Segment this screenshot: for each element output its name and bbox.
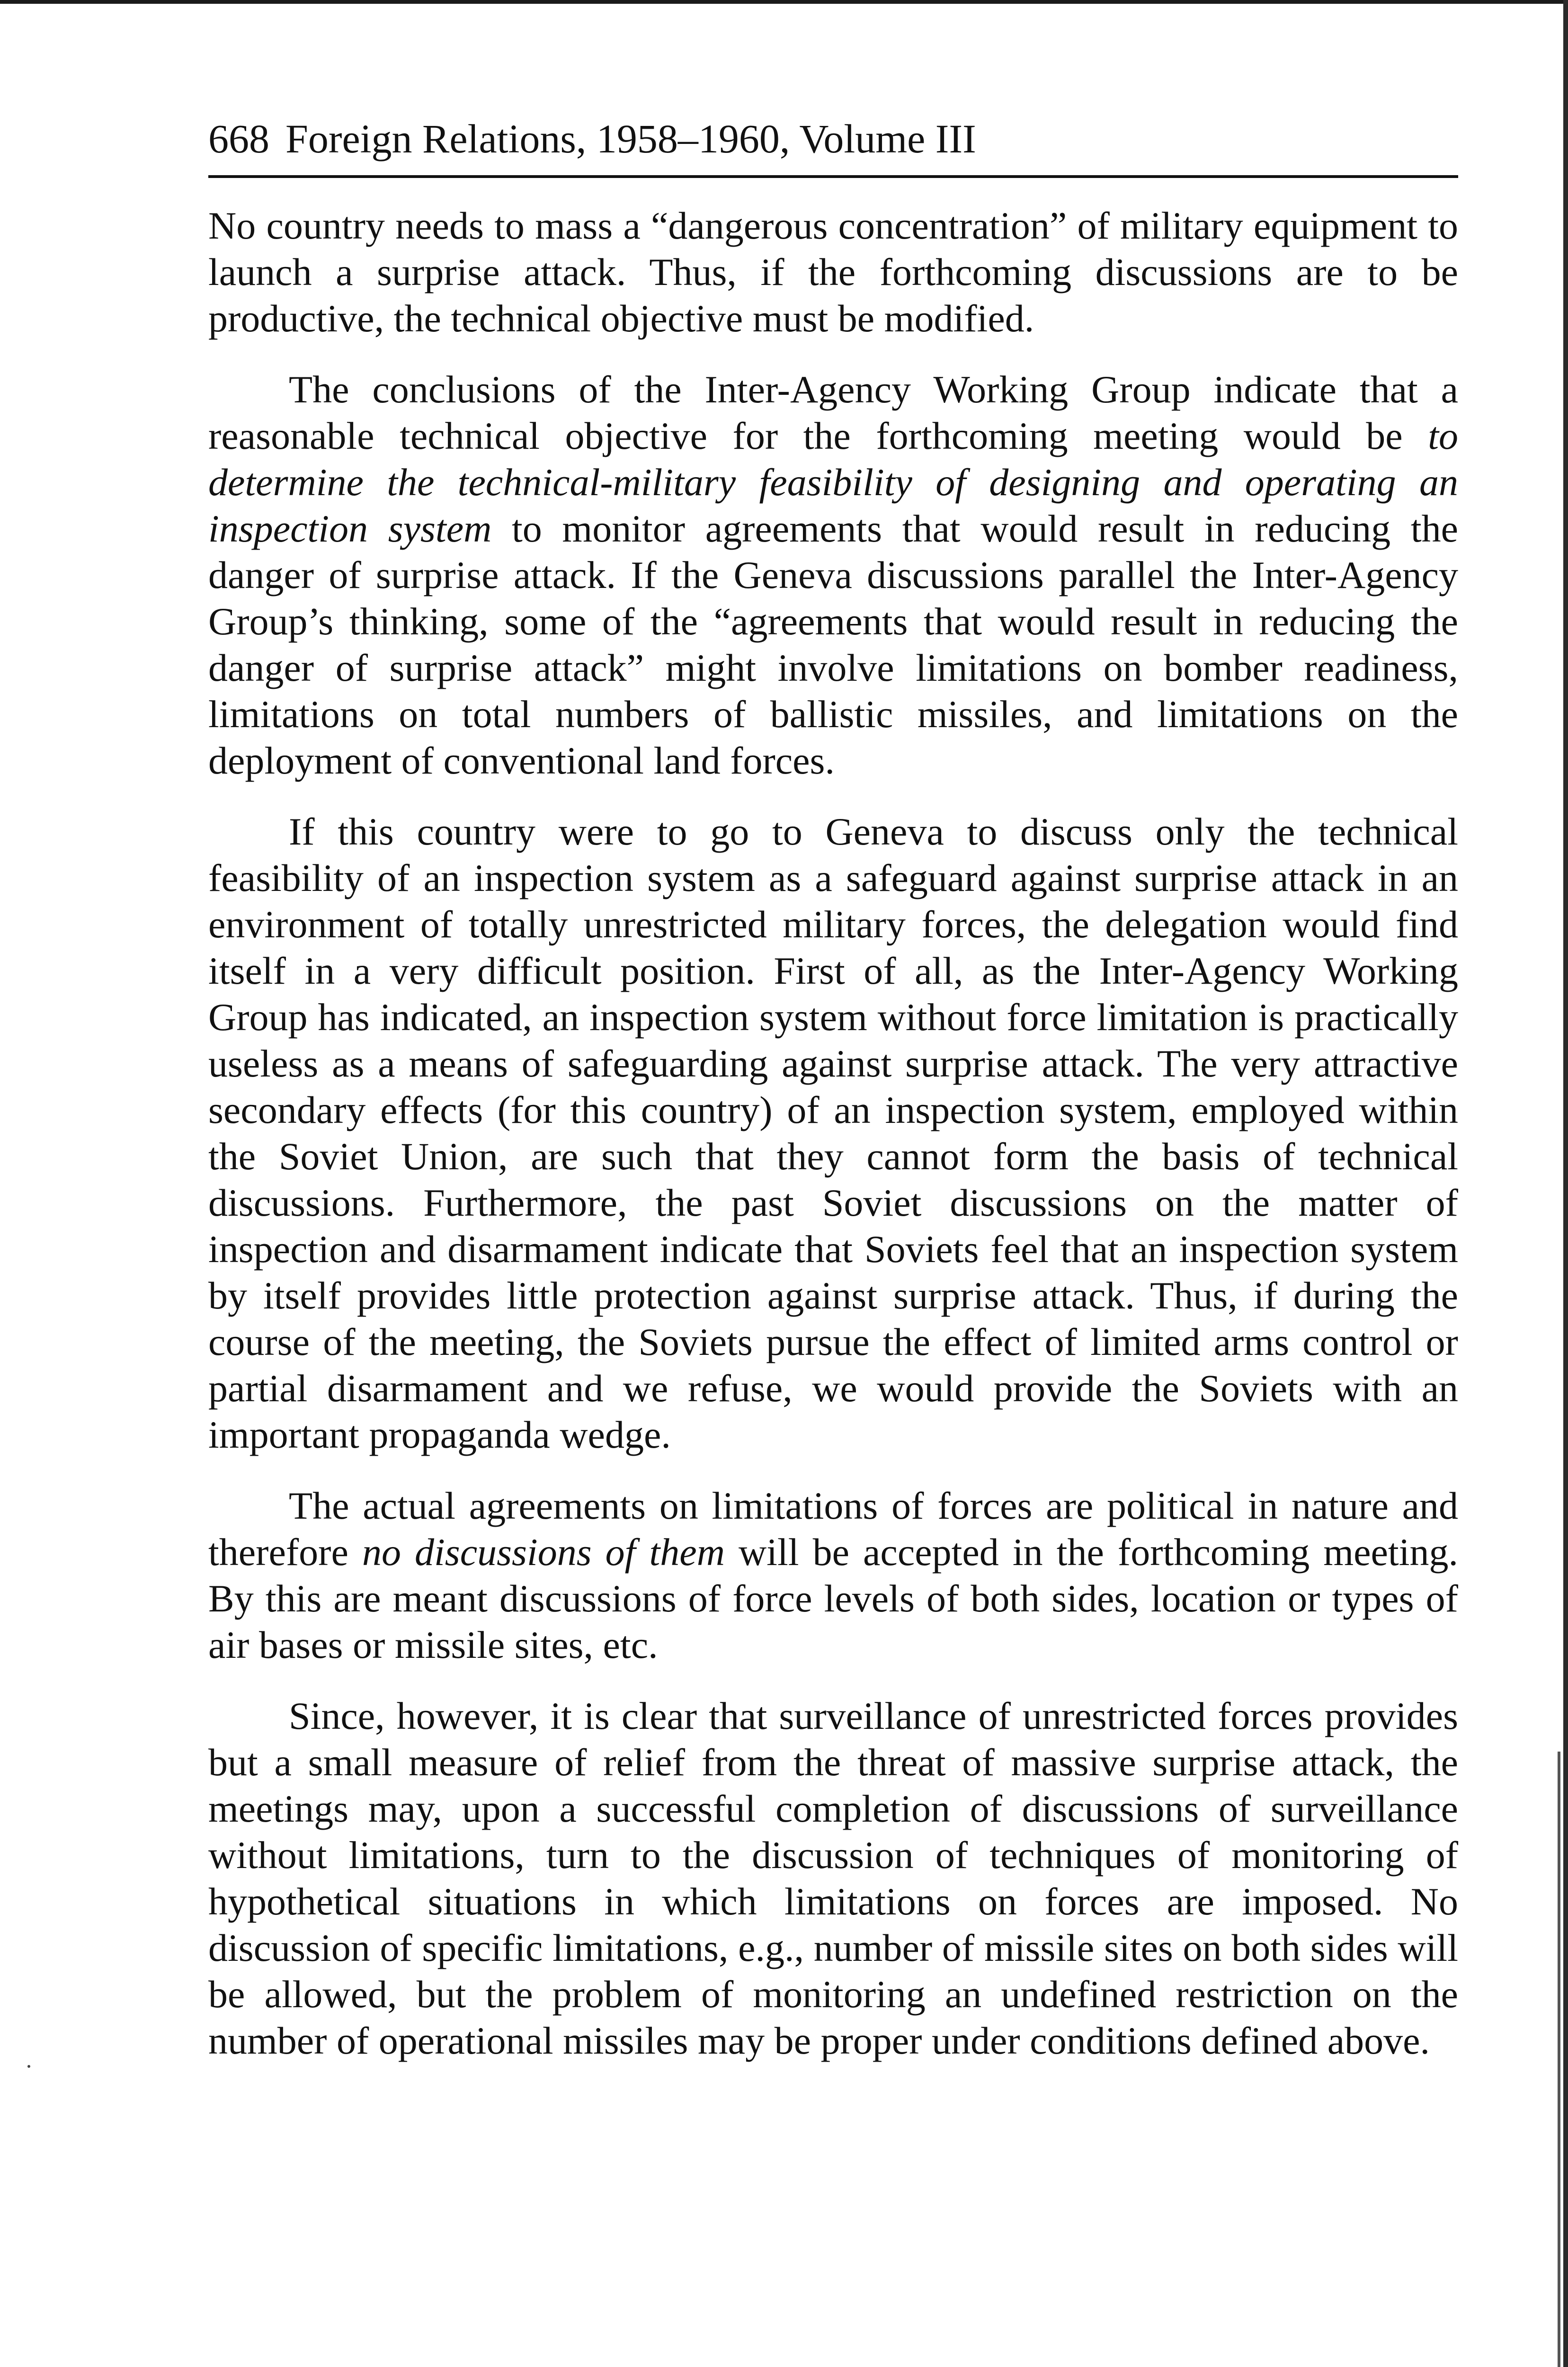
text-run: Since, however, it is clear that surveillance of unrestricted forces provides but a small measure of relief from the threat of massive surprise attack, the meetings may, upon a successful completion of discussions of surveillance without limitations, turn to the discussion of techniques of monitoring of hypothetical situations in which limitations on forces are imposed. No discussion of specific limitations, e.g., number of missile sites on both sides will be allowed, but the problem of monitoring an undefined restriction on the number of operational missiles may be proper under conditions defined above. — [208, 1694, 1458, 2062]
italic-text: no discussions of them — [362, 1531, 725, 1574]
paragraph — [208, 203, 1458, 342]
text-run: The conclusions of the Inter-Agency Working Group indicate that a reasonable technical objective for the forthcoming meeting would be — [208, 368, 1458, 457]
scan-top-edge — [0, 0, 1568, 4]
running-title: Foreign Relations, 1958–1960, Volume III — [285, 116, 976, 161]
text-run: If this country were to go to Geneva to discuss only the technical feasibility of an inspection system as a safeguard against surprise attack in an environment of totally unrestricted military forces, the delegation would find itself in a very difficult position. First of all, as the Inter-Agency Working Group has indicated, an inspection system without force limitation is practically useless as a means of safeguarding against surprise attack. The very attractive secondary effects (for this country) of an inspection system, employed within the Soviet Union, are such that they cannot form the basis of technical discussions. Furthermore, the past Soviet discussions on the matter of inspection and disarmament indicate that Soviets feel that an inspection system by itself provides little protection against surprise attack. Thus, if during the course of the meeting, the Soviets pursue the effect of limited arms control or partial disarmament and we refuse, we would provide the Soviets with an important propaganda wedge. — [208, 810, 1458, 1456]
text-run: to monitor agreements that would result in reducing the danger of surprise attack. If the Geneva discussions parallel the Inter-Agency Group’s thinking, some of the “agreements that would result in reducing the danger of surprise attack” might involve limitations on bomber readiness, limitations on total numbers of ballistic missiles, and limitations on the deployment of conventional land forces. — [208, 507, 1458, 782]
scan-binding-shadow — [1558, 1752, 1560, 2367]
text-run: will be accepted in the forthcoming meeting. By this are meant discussions of force levels of both sides, location or types of air bases or missile sites, etc. — [208, 1531, 1458, 1666]
scan-right-edge — [1563, 0, 1568, 2367]
scan-speck — [27, 2065, 30, 2068]
paragraph — [208, 809, 1458, 1458]
italic-text: to determine the technical-military feasibility of designing and operating an inspection system — [208, 414, 1458, 550]
text-run: No country needs to mass a “dangerous concentration” of military equipment to launch a surprise attack. Thus, if the forthcoming discussions are to be productive, the technical objective must be modified. — [208, 204, 1458, 340]
body-text — [208, 203, 1458, 2064]
paragraph — [208, 1483, 1458, 1668]
page-number: 668 — [208, 116, 269, 161]
text-run: The actual agreements on limitations of forces are political in nature and therefore — [208, 1484, 1458, 1574]
paragraph — [208, 366, 1458, 784]
running-header — [208, 118, 1458, 178]
paragraph — [208, 1693, 1458, 2064]
document-page — [208, 118, 1458, 2089]
